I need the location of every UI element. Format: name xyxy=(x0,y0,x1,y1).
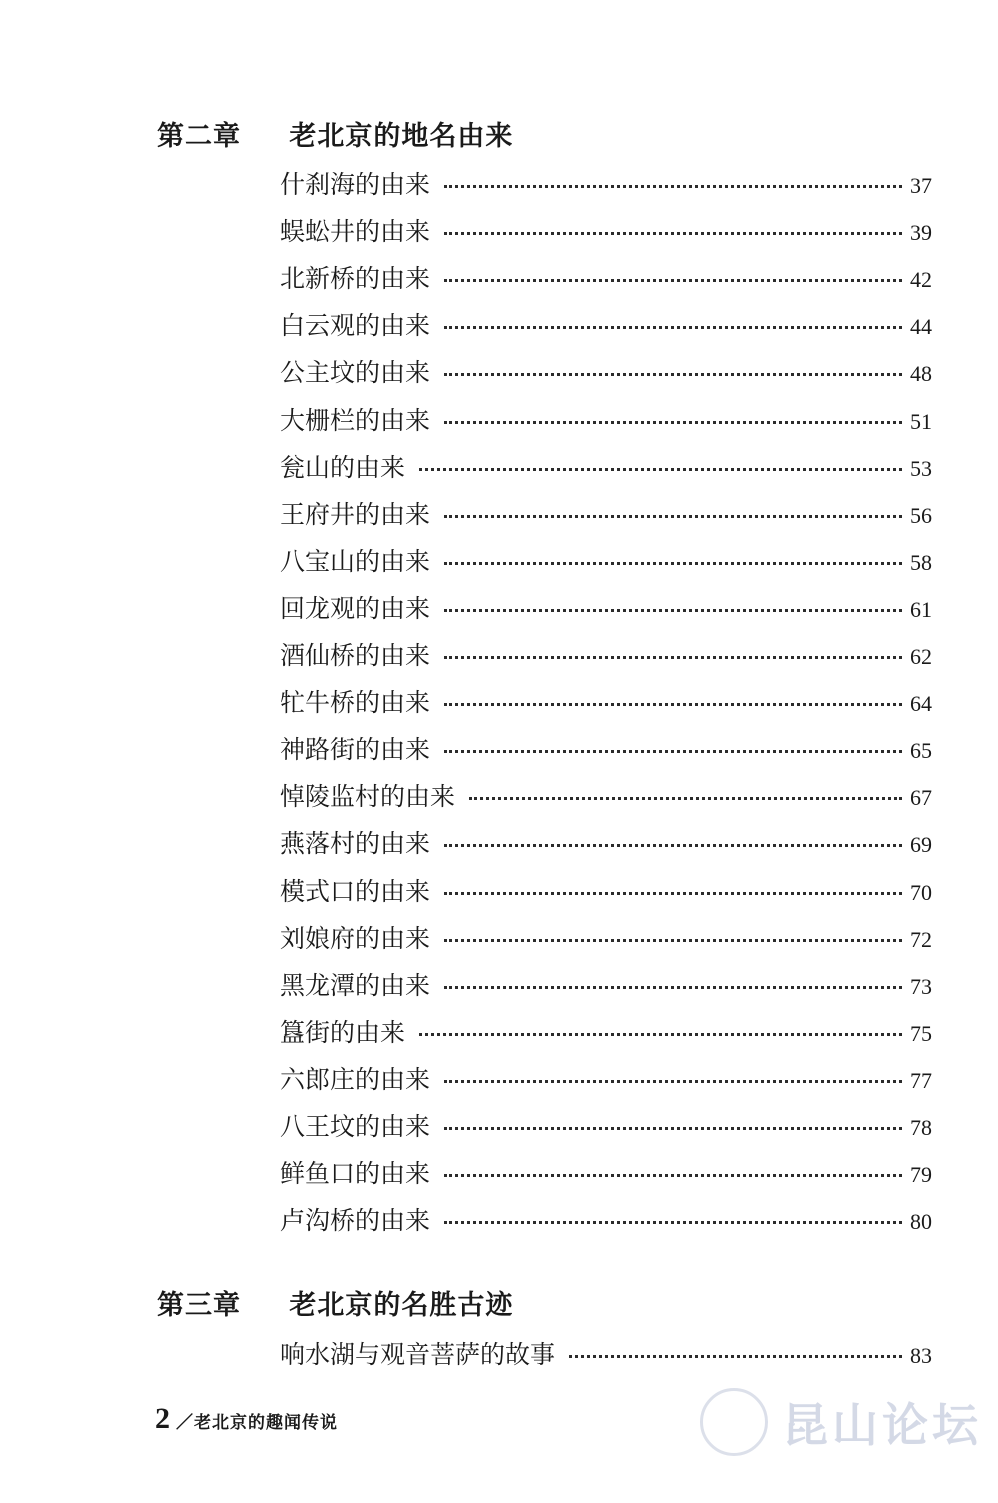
toc-entry[interactable] xyxy=(280,589,932,625)
dot-leader xyxy=(469,797,902,800)
dot-leader xyxy=(444,939,902,942)
toc-entry-title: 白云观的由来 xyxy=(280,311,431,341)
toc-entry-page: 56 xyxy=(910,502,932,528)
chapter-2-title: 老北京的地名由来 xyxy=(289,121,514,152)
toc-entry[interactable] xyxy=(280,777,932,813)
toc-entry[interactable] xyxy=(280,1107,932,1143)
toc-entry-title: 八王坟的由来 xyxy=(280,1112,431,1141)
toc-entry-page: 48 xyxy=(910,361,932,387)
dot-leader xyxy=(419,1033,902,1036)
toc-entry-page: 39 xyxy=(910,220,932,246)
toc-entry[interactable] xyxy=(280,542,932,578)
dot-leader xyxy=(444,703,902,706)
toc-entry-title: 八宝山的由来 xyxy=(280,546,431,576)
toc-entry-page: 69 xyxy=(910,832,932,858)
toc-entry[interactable] xyxy=(280,165,932,201)
dot-leader xyxy=(444,515,902,518)
toc-entry[interactable] xyxy=(280,401,932,437)
dot-leader xyxy=(444,185,902,188)
page-number: 2 xyxy=(155,1402,170,1435)
dot-leader xyxy=(444,1080,902,1083)
toc-entry[interactable] xyxy=(280,259,932,295)
toc-entry[interactable] xyxy=(280,448,932,484)
toc-entry-page: 79 xyxy=(910,1162,932,1188)
toc-entry-page: 65 xyxy=(910,738,932,764)
toc-entry-page: 83 xyxy=(910,1343,932,1368)
toc-entry-page: 70 xyxy=(910,879,932,905)
toc-entry-page: 77 xyxy=(910,1067,932,1093)
dot-leader xyxy=(444,986,902,989)
toc-entry-page: 58 xyxy=(910,549,932,575)
toc-entry-page: 37 xyxy=(910,173,932,198)
toc-entry-page: 62 xyxy=(910,644,932,669)
toc-entry-title: 响水湖与观音菩萨的故事 xyxy=(280,1340,556,1369)
dot-leader xyxy=(444,232,902,235)
toc-entry-page: 73 xyxy=(910,973,932,999)
toc-entry-title: 簋街的由来 xyxy=(280,1017,406,1047)
watermark-text: 昆山论坛 xyxy=(782,1398,982,1452)
chapter-3-number: 第三章 xyxy=(157,1290,241,1321)
seal-logo-icon xyxy=(700,1388,768,1456)
page-footer xyxy=(155,1402,338,1436)
toc-entry[interactable] xyxy=(280,1201,932,1237)
toc-entry-title: 卢沟桥的由来 xyxy=(280,1206,431,1236)
toc-entry-title: 六郎庄的由来 xyxy=(280,1064,431,1094)
toc-entry[interactable] xyxy=(280,919,932,955)
toc-entry-title: 黑龙潭的由来 xyxy=(280,970,431,1000)
dot-leader xyxy=(444,892,902,895)
toc-entry-title: 王府井的由来 xyxy=(280,499,431,529)
toc-entry-title: 回龙观的由来 xyxy=(280,593,431,623)
dot-leader xyxy=(569,1355,902,1358)
dot-leader xyxy=(444,656,902,659)
toc-entry-page: 72 xyxy=(910,926,932,952)
dot-leader xyxy=(444,750,902,753)
toc-entry-page: 67 xyxy=(910,785,932,811)
toc-entry[interactable] xyxy=(280,495,932,531)
dot-leader xyxy=(419,468,902,471)
toc-entry-page: 78 xyxy=(910,1115,932,1140)
chapter-2-heading xyxy=(157,114,513,153)
toc-entry[interactable] xyxy=(280,683,932,719)
toc-entry-title: 悼陵监村的由来 xyxy=(280,782,456,812)
chapter-2-number: 第二章 xyxy=(157,121,241,152)
dot-leader xyxy=(444,609,902,612)
toc-entry[interactable] xyxy=(280,212,932,248)
dot-leader xyxy=(444,326,902,329)
toc-entry-page: 80 xyxy=(910,1209,932,1235)
toc-entry[interactable] xyxy=(280,730,932,766)
dot-leader xyxy=(444,1221,902,1224)
toc-entry-page: 64 xyxy=(910,691,932,717)
toc-entry-page: 61 xyxy=(910,596,932,622)
dot-leader xyxy=(444,562,902,565)
toc-entry-page: 53 xyxy=(910,455,932,481)
toc-entry-title: 公主坟的由来 xyxy=(280,358,431,388)
toc-entry-title: 北新桥的由来 xyxy=(280,264,431,294)
toc-entry-title: 燕落村的由来 xyxy=(280,829,431,859)
toc-entry[interactable] xyxy=(280,824,932,860)
toc-entry-title: 蜈蚣井的由来 xyxy=(280,217,431,247)
toc-entry-title: 模式口的由来 xyxy=(280,876,431,906)
watermark xyxy=(700,1388,982,1456)
toc-entry-page: 42 xyxy=(910,267,932,293)
chapter-3-heading xyxy=(157,1283,513,1322)
toc-entry-title: 刘娘府的由来 xyxy=(280,923,431,953)
dot-leader xyxy=(444,1127,902,1130)
dot-leader xyxy=(444,373,902,376)
toc-entry[interactable] xyxy=(280,1335,932,1371)
toc-entry-title: 大栅栏的由来 xyxy=(280,405,431,435)
toc-entry[interactable] xyxy=(280,1013,932,1049)
dot-leader xyxy=(444,1174,902,1177)
toc-entry-page: 75 xyxy=(910,1020,932,1046)
toc-entry-title: 鲜鱼口的由来 xyxy=(280,1159,431,1189)
toc-entry[interactable] xyxy=(280,1154,932,1190)
toc-entry-page: 51 xyxy=(910,408,932,434)
toc-entry[interactable] xyxy=(280,636,932,672)
toc-entry-title: 什刹海的由来 xyxy=(280,170,431,199)
toc-entry[interactable] xyxy=(280,353,932,389)
dot-leader xyxy=(444,279,902,282)
dot-leader xyxy=(444,421,902,424)
toc-entry-title: 牤牛桥的由来 xyxy=(280,688,431,718)
dot-leader xyxy=(444,844,902,847)
toc-entry-title: 酒仙桥的由来 xyxy=(280,641,431,670)
toc-entry[interactable] xyxy=(280,966,932,1002)
toc-entry[interactable] xyxy=(280,1060,932,1096)
running-title: ／老北京的趣闻传说 xyxy=(176,1413,338,1433)
toc-entry-title: 瓮山的由来 xyxy=(280,452,406,482)
toc-entry-title: 神路街的由来 xyxy=(280,735,431,765)
toc-entry-page: 44 xyxy=(910,314,932,340)
toc-entry[interactable] xyxy=(280,306,932,342)
toc-entry[interactable] xyxy=(280,872,932,908)
chapter-3-title: 老北京的名胜古迹 xyxy=(289,1290,514,1321)
